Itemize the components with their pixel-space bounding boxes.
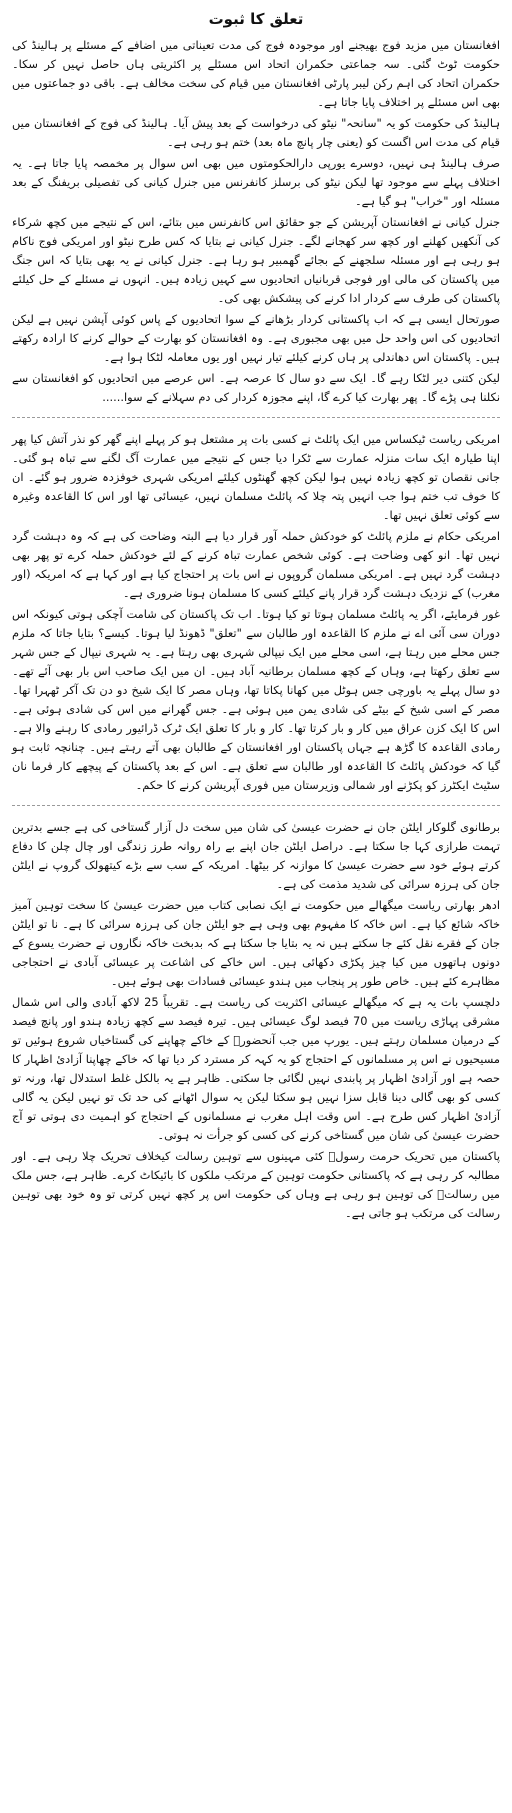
section-blasphemy xyxy=(12,818,500,1223)
section-afghanistan xyxy=(12,36,500,407)
paragraph: جنرل کیانی نے افغانستان آپریشن کے جو حقائق اس کانفرنس میں بتائے، اس کے نتیجے میں کچھ شرکاء کی آنکھیں کھلنے اور کچھ سر کھجانے لگے۔ جنرل کیانی نے بتایا کہ کس طرح نیٹو اور امریکی فوج ناکام ہو رہی ہے اور مسئلہ سلجھنے کے بجائے گھمبیر ہو رہا ہے۔ جنرل کیانی نے یہ بھی بتایا کہ اس جنگ میں پاکستان کی مالی اور فوجی قربانیاں اتحادیوں سے کہیں زیادہ ہیں۔ انہوں نے مسئلے کے حل کیلئے پاکستان کی طرف سے کردار ادا کرنے کی پیشکش بھی کی۔ xyxy=(12,215,500,305)
paragraph: افغانستان میں مزید فوج بھیجنے اور موجودہ فوج کی مدت تعیناتی میں اضافے کے مسئلے پر ہالینڈ کی حکومت ٹوٹ گئی۔ سہ جماعتی حکمران اتحاد اس مسئلے پر اکثریتی ہاں حاصل نہیں کر سکا۔ حکمران اتحاد کی اہم رکن لیبر پارٹی افغانستان میں قیام کی سخت مخالف ہے۔ باقی دو جماعتوں میں بھی اس مسئلے پر اختلاف پایا جاتا ہے۔ xyxy=(12,38,500,109)
section-divider xyxy=(12,417,500,418)
paragraph: برطانوی گلوکار ایلٹن جان نے حضرت عیسیٰ کی شان میں سخت دل آزار گستاخی کی ہے جسے بدترین تہمت طرازی کہا جا سکتا ہے۔ دراصل ایلٹن جان اپنے بے راہ روانہ طرز زندگی اور چال چلن کا دفاع کرتے ہوئے خود سے حضرت عیسیٰ کا موازنہ کر بیٹھا۔ امریکہ کے سب سے بڑے کیتھولک گروپ نے ایلٹن جان کی ہرزہ سرائی کی شدید مذمت کی ہے۔ xyxy=(12,820,500,891)
paragraph: ادھر بھارتی ریاست میگھالے میں حکومت نے ایک نصابی کتاب میں حضرت عیسیٰ کا سخت توہین آمیز خاکہ شائع کیا ہے۔ اس خاکہ کا مفہوم بھی وہی ہے جو ایلٹن جان کی ہرزہ سرائی کا ہے۔ نا تو ایلٹن جان کے فقرے نقل کئے جا سکتے ہیں نہ یہ بتایا جا سکتا ہے کہ بدبخت خاکہ نگاروں نے حضرت یسوع کے دونوں ہاتھوں میں کیا چیز پکڑی دکھائی ہیں۔ اس خاکے کی اشاعت پر عیسائی آبادی نے احتجاجی مظاہرے کئے ہیں۔ خاص طور پر پنجاب میں ہندو عیسائی فسادات بھی ہوئے ہیں۔ xyxy=(12,898,500,988)
article-title: تعلق کا ثبوت xyxy=(208,10,304,28)
paragraph: لیکن کتنی دیر لٹکا رہے گا۔ ایک سے دو سال کا عرصہ ہے۔ اس عرصے میں اتحادیوں کو افغانستان سے نکلنا ہی پڑے گا۔ پھر بھارت کیا کرے گا، اپنے مجوزہ کردار کی دم سہلانے کے سوا...... xyxy=(12,371,500,404)
section-divider xyxy=(12,805,500,806)
paragraph: امریکی حکام نے ملزم پائلٹ کو خودکش حملہ آور قرار دیا ہے البتہ وضاحت کی ہے کہ وہ دہشت گرد نہیں تھا۔ انو کھی وضاحت ہے۔ کوئی شخص عمارت تباہ کرنے کے لئے خودکش حملہ کرے تو پھر بھی دہشت گرد نہیں ہے۔ امریکی مسلمان گروپوں نے اس بات پر احتجاج کیا ہے اور کہا ہے کہ امریکہ (اور مغرب) کے نزدیک دہشت گرد قرار پانے کیلئے کسی کا مسلمان ہونا ضروری ہے۔ xyxy=(12,529,500,600)
paragraph: امریکی ریاست ٹیکساس میں ایک پائلٹ نے کسی بات پر مشتعل ہو کر پہلے اپنے گھر کو نذر آتش کیا پھر اپنا طیارہ ایک سات منزلہ عمارت سے ٹکرا دیا جس کے نتیجے میں عمارت آگ لگنے سے تباہ ہو گئی۔ جانی نقصان تو کچھ زیادہ نہیں ہوا لیکن کچھ گھنٹوں کیلئے امریکی شہری خوفزدہ ضرور ہو گئے۔ ان کا خوف تب ختم ہوا جب انہیں پتہ چلا کہ پائلٹ مسلمان نہیں، عیسائی تھا اور اس کا القاعدہ وغیرہ سے کوئی تعلق نہیں تھا۔ xyxy=(12,432,500,522)
paragraph: دلچسپ بات یہ ہے کہ میگھالے عیسائی اکثریت کی ریاست ہے۔ تقریباً 25 لاکھ آبادی والی اس شمال مشرقی پہاڑی ریاست میں 70 فیصد لوگ عیسائی ہیں۔ تیرہ فیصد سے کچھ زیادہ ہندو اور پانچ فیصد کے درمیان مسلمان رہتے ہیں۔ یورپ میں جب آنحضورؐ کے خاکے چھاپنے کی گستاخیاں شروع ہوئیں تو مسیحیوں نے اس پر مسلمانوں کے احتجاج کو یہ کہہ کر مسترد کر دیا تھا کہ خاکے چھاپنا آزادئ اظہار کا حصہ ہے اور آزادئ اظہار پر پابندی نہیں لگائی جا سکتی۔ ظاہر ہے یہ بالکل غلط استدلال تھا، ورنہ تو کسی کو بھی گالی دینا قابل سزا نہیں ہو سکتا لیکن یہ سوال اٹھانے کی حد تک تو نہیں لیکن یہ گالی آزادئ اظہار کس طرح ہے۔ اس وقت اہل مغرب نے مسلمانوں کے احتجاج کو اہمیت دی ہوتی تو آج حضرت عیسیٰ کی شان میں گستاخی کرنے کی کسی کو جرأت نہ ہوتی۔ xyxy=(12,995,501,1142)
paragraph: صورتحال ایسی ہے کہ اب پاکستانی کردار بڑھانے کے سوا اتحادیوں کے پاس کوئی آپشن نہیں ہے لیکن اتحادیوں کی اس واحد حل میں بھی مجبوری ہے۔ وہ افغانستان کو بھارت کے حوالے کرنے کا ارادہ رکھتے ہیں۔ پاکستان اس دھاندلی پر ہاں کرنے کیلئے تیار نہیں اور یوں معاملہ لٹکا ہوا ہے۔ xyxy=(12,312,500,364)
section-texas-pilot xyxy=(12,430,500,795)
paragraph: ہالینڈ کی حکومت کو یہ "سانحہ" نیٹو کی درخواست کے بعد پیش آیا۔ ہالینڈ کی فوج کے افغانستان میں قیام کی مدت اس اگست کو (یعنی چار پانچ ماہ بعد) ختم ہو رہی ہے۔ xyxy=(12,116,500,149)
paragraph: پاکستان میں تحریک حرمت رسولؐ کئی مہینوں سے توہین رسالت کیخلاف تحریک چلا رہی ہے۔ اور مطالبہ کر رہی ہے کہ پاکستانی حکومت توہین کے مرتکب ملکوں کا بائیکاٹ کرے۔ ظاہر ہے، جس ملک میں رسالتؐ کی توہین ہو رہی ہے وہاں کی حکومت اس پر کچھ نہیں کرتی تو وہ خود بھی توہین رسالت کی مرتکب ہو جاتی ہے۔ xyxy=(12,1149,500,1220)
paragraph: صرف ہالینڈ ہی نہیں، دوسرے یورپی دارالحکومتوں میں بھی اس سوال پر مخمصہ پایا جاتا ہے۔ یہ اختلاف پہلے سے موجود تھا لیکن نیٹو کی برسلز کانفرنس میں جنرل کیانی کی تفصیلی بریفنگ کے بعد مسئلہ اور "خراب" ہو گیا ہے۔ xyxy=(12,156,500,208)
paragraph: غور فرمایئے، اگر یہ پائلٹ مسلمان ہوتا تو کیا ہوتا۔ اب تک پاکستان کی شامت آچکی ہوتی کیونکہ اس دوران سی آئی اے نے ملزم کا القاعدہ اور طالبان سے "تعلق" ڈھونڈ لیا ہوتا۔ کیسے؟ بتایا جاتا کہ ملزم جس محلے میں رہتا ہے، اسی محلے میں ایک نیپالی شہری بھی رہتا ہے۔ یہ شہری نیپال کے جس شہر سے تعلق رکھتا ہے، وہاں کے کچھ مسلمان برطانیہ آباد ہیں۔ ان میں ایک صاحب اس بار بھی آئے تھے۔ دو سال پہلے یہ باورچی جس ہوٹل میں کھانا پکاتا تھا، وہاں مصر کا ایک شیخ دو دن تک آکر ٹھہرا تھا۔ مصر کے اسی شیخ کے بیٹے کی شادی یمن میں ہوئی ہے۔ جس گھرانے میں اس کی شادی ہوئی ہے۔ اس کا ایک کزن عراق میں کار و بار کرتا تھا۔ کار و بار کا تعلق ایک ٹرک ڈرائیور رمادی کا رہنے والا ہے۔ رمادی القاعدہ کا گڑھ ہے جہاں پاکستان اور افغانستان کے طالبان بھی آتے رہتے ہیں۔ چنانچہ ثابت ہو گیا کہ خودکش پائلٹ کا القاعدہ اور طالبان سے تعلق ہے۔ اس کے بعد پاکستان کے پیچھے کار فرما نان سٹیٹ ایکٹرز کو پکڑنے اور شمالی وزیرستان میں فوری آپریشن کرنے کا حکم۔ xyxy=(12,607,500,792)
